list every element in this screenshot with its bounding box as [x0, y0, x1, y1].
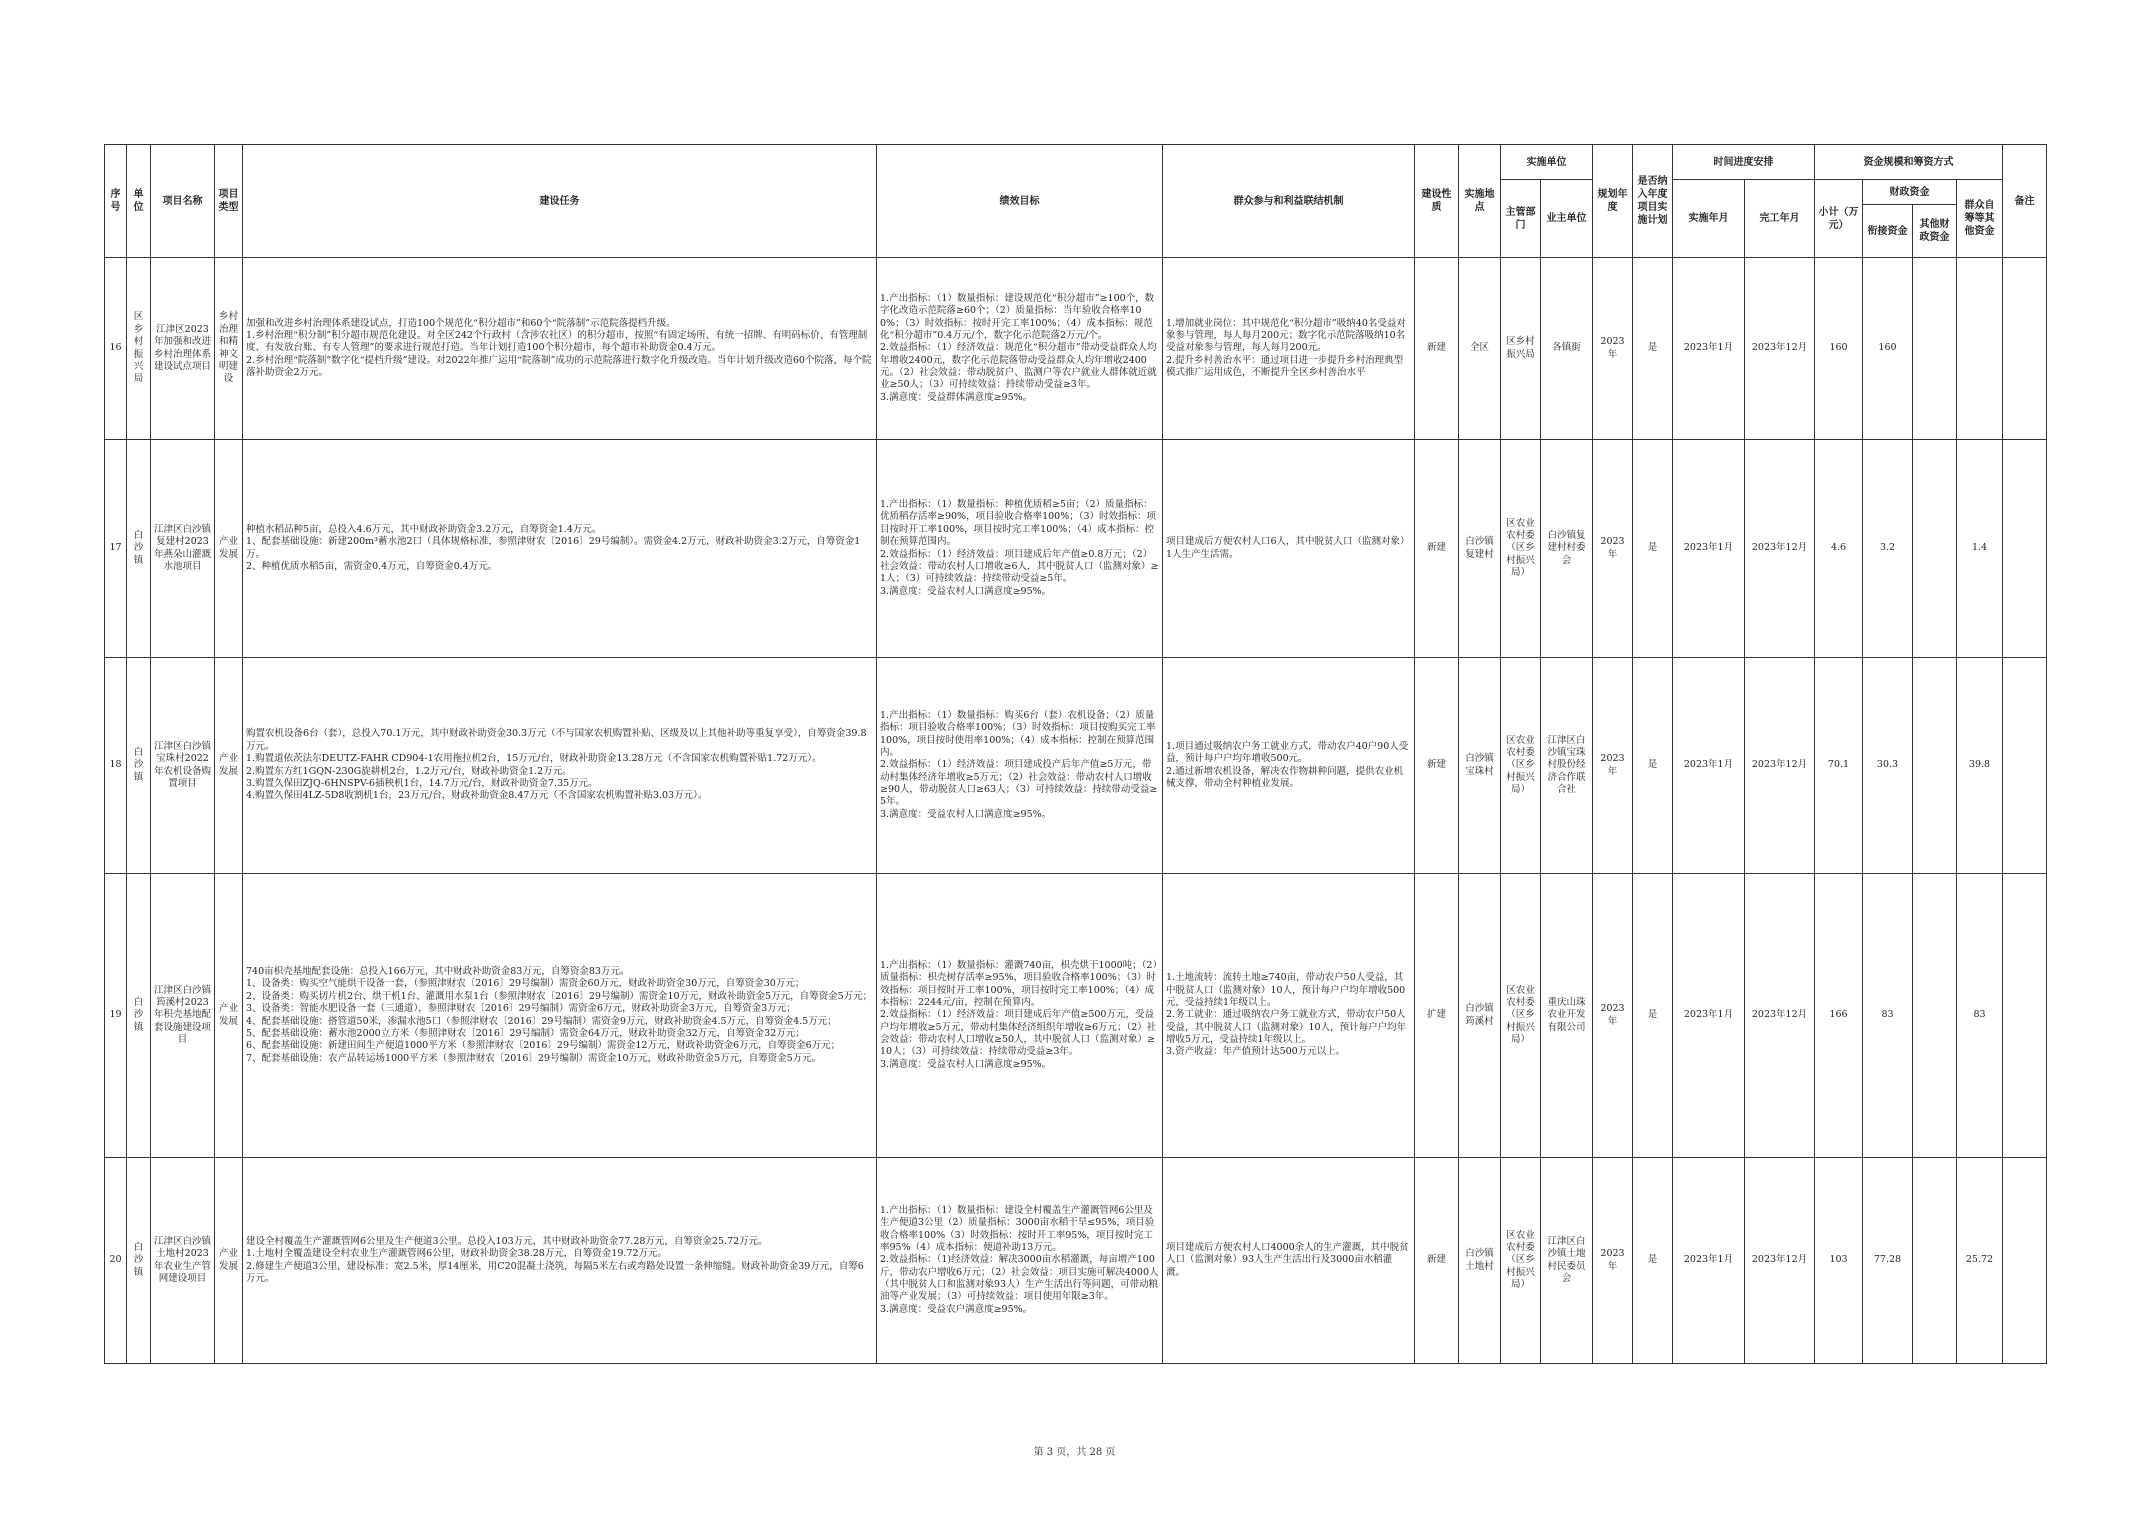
cell-nature: 新建 [1415, 658, 1459, 874]
cell-included: 是 [1633, 258, 1673, 440]
cell-direct: 83 [1863, 874, 1913, 1158]
cell-direct: 30.3 [1863, 658, 1913, 874]
cell-nature: 新建 [1415, 1158, 1459, 1364]
cell-seq: 16 [105, 258, 127, 440]
cell-performance-goal-line: 3.满意度：受益农村人口满意度≥95%。 [880, 808, 1052, 820]
cell-construction-task-line: 6、配套基础设施：新建田间生产便道1000平方米（参照津财农〔2016〕29号编制）需资金12万元，财政补助资金6万元，自筹资金6万元； [246, 1040, 841, 1052]
header-fiscal: 财政资金 [1863, 180, 1957, 205]
cell-end: 2023年12月 [1745, 258, 1815, 440]
cell-dept: 区农业农村委（区乡村振兴局） [1501, 1158, 1541, 1364]
cell-project-name: 江津区白沙镇筠溪村2023年积壳基地配套设施建设项目 [151, 874, 215, 1158]
cell-plan-year: 2023年 [1593, 874, 1633, 1158]
cell-direct: 160 [1863, 258, 1913, 440]
cell-plan-year: 2023年 [1593, 658, 1633, 874]
cell-subtotal: 4.6 [1815, 440, 1863, 658]
header-construction-task: 建设任务 [243, 145, 877, 258]
cell-performance-goal-line: 2.效益指标：（1）经济效益：项目建成投产后年产值≥5万元，带动村集体经济年增收≥5万元；（2）社会效益：带动农村人口增收≥90人，带动脱贫人口≥63人；（3）可持续效益：持续带动受益≥5年。 [880, 759, 1158, 808]
cell-included: 是 [1633, 1158, 1673, 1364]
cell-construction-task-line: 2.购置东方红1GQN-230G旋耕机2台，1.2万元/台，财政补助资金1.2万元。 [246, 765, 572, 777]
cell-construction-task-line: 1.购置道依茨法尔DEUTZ-FAHR CD904-1农用拖拉机2台，15万元/台，财政补助资金13.28万元（不含国家农机购置补贴1.72万元）。 [246, 753, 822, 765]
cell-mechanism [1163, 1158, 1415, 1364]
cell-performance-goal-line: 2.效益指标：（1）经济效益：项目建成后年产值≥0.8万元；（2）社会效益：带动农村人口增收≥6人，其中脱贫人口（监测对象）≥1人；（3）可持续效益：持续带动受益≥5年。 [880, 548, 1159, 585]
cell-mechanism [1163, 258, 1415, 440]
table-row [105, 440, 2047, 658]
cell-other-fiscal [1913, 258, 1957, 440]
cell-construction-task-line: 3、设备类：智能水肥设备一套（三通道），参照津财农〔2016〕29号编制）需资金6万元，财政补助资金3万元，自筹资金3万元； [246, 1003, 796, 1015]
cell-subtotal: 70.1 [1815, 658, 1863, 874]
table-row [105, 658, 2047, 874]
header-remark: 备注 [2003, 145, 2047, 258]
cell-dept: 区乡村振兴局 [1501, 258, 1541, 440]
cell-construction-task-line: 1、设备类：购买空气能烘干设备一套，（参照津财农〔2016〕29号编制）需资金60万元，财政补助资金30万元，自筹资金30万元； [246, 978, 805, 990]
cell-unit: 白沙镇 [127, 440, 151, 658]
cell-included: 是 [1633, 874, 1673, 1158]
cell-plan-year: 2023年 [1593, 258, 1633, 440]
header-schedule: 时间进度安排 [1673, 145, 1815, 180]
table-row [105, 874, 2047, 1158]
cell-remark [2003, 874, 2047, 1158]
cell-mechanism-line: 1.土地流转：流转土地≥740亩，带动农户50人受益，其中脱贫人口（监测对象）10人，预计每户户均年增收500元，受益持续1年级以上。 [1166, 972, 1406, 1008]
cell-mechanism-line: 2.提升乡村善治水平：通过项目进一步提升乡村治理典型模式推广运用成色，不断提升全区乡村善治水平 [1166, 354, 1404, 379]
cell-start: 2023年1月 [1673, 1158, 1745, 1364]
cell-performance-goal-line: 3.满意度：受益农村人口满意度≥95%。 [880, 1058, 1052, 1070]
cell-end: 2023年12月 [1745, 1158, 1815, 1364]
cell-project-type: 产业发展 [215, 874, 243, 1158]
header-other-fiscal: 其他财政资金 [1913, 205, 1957, 258]
cell-location: 白沙镇土地村 [1459, 1158, 1501, 1364]
header-self-raised: 群众自筹等其他资金 [1957, 180, 2003, 258]
cell-direct: 77.28 [1863, 1158, 1913, 1364]
cell-direct: 3.2 [1863, 440, 1913, 658]
cell-other-fiscal [1913, 658, 1957, 874]
cell-mechanism-line: 1.项目通过吸纳农户务工就业方式，带动农户40户90人受益，预计每户户均年增收500元。 [1166, 740, 1409, 765]
cell-construction-task [243, 658, 877, 874]
cell-project-type: 产业发展 [215, 440, 243, 658]
cell-project-type: 乡村治理和精神文明建设 [215, 258, 243, 440]
cell-plan-year: 2023年 [1593, 1158, 1633, 1364]
cell-dept: 区农业农村委（区乡村振兴局） [1501, 874, 1541, 1158]
cell-construction-task-line: 3.购置久保田ZJQ-6HNSPV-6插秧机1台，14.7万元/台，财政补助资金7.35万元。 [246, 777, 598, 789]
cell-construction-task-line: 2、种植优质水稻5亩，需资金0.4万元，自筹资金0.4万元。 [246, 560, 498, 572]
cell-self-raised [1957, 258, 2003, 440]
cell-dept: 区农业农村委（区乡村振兴局） [1501, 440, 1541, 658]
cell-construction-task-line: 4.购置久保田4LZ-5D8收割机1台，23万元/台，财政补助资金8.47万元（不含国家农机购置补贴3.03万元）。 [246, 790, 708, 802]
cell-start: 2023年1月 [1673, 874, 1745, 1158]
header-dept: 主管部门 [1501, 180, 1541, 258]
cell-other-fiscal [1913, 440, 1957, 658]
cell-remark [2003, 440, 2047, 658]
cell-mechanism-line: 2.通过新增农机设备，解决农作物耕种问题，提供农业机械支撑，带动全村种植业发展。 [1166, 765, 1404, 789]
header-owner: 业主单位 [1541, 180, 1593, 258]
cell-location: 全区 [1459, 258, 1501, 440]
header-start: 实施年月 [1673, 180, 1745, 258]
cell-construction-task-line: 建设全村覆盖生产灌溉管网6公里及生产便道3公里。总投入103万元，其中财政补助资金77.28万元，自筹资金25.72万元。 [246, 1235, 768, 1247]
cell-performance-goal [877, 658, 1163, 874]
header-nature: 建设性质 [1415, 145, 1459, 258]
cell-mechanism [1163, 658, 1415, 874]
cell-other-fiscal [1913, 874, 1957, 1158]
cell-construction-task-line: 2.修建生产便道3公里，建设标准：宽2.5米，厚14厘米，用C20混凝土浇筑，每隔5米左右或弯路处设置一条伸缩缝。财政补助资金39万元，自筹6万元。 [246, 1260, 864, 1284]
cell-performance-goal-line: 1.产出指标：（1）数量指标：灌溉740亩，枳壳烘干1000吨；（2）质量指标：枳壳树存活率≥95%，项目验收合格率100%；（3）时效指标：项目按时开工率100%，项目按时完工率100%；（4）成本指标：2244元/亩，控制在预算内。 [880, 959, 1158, 1008]
cell-project-name: 江津区白沙镇复建村2023年燕朵山灌溉水池项目 [151, 440, 215, 658]
cell-construction-task-line: 2、设备类：购买切片机2台、烘干机1台、灌溉用水泵1台（参照津财农〔2016〕29号编制）需资金10万元，财政补助资金5万元，自筹资金5万元； [246, 990, 873, 1002]
header-mechanism: 群众参与和利益联结机制 [1163, 145, 1415, 258]
cell-nature: 新建 [1415, 440, 1459, 658]
header-impl-unit: 实施单位 [1501, 145, 1593, 180]
cell-construction-task-line: 种植水稻品种5亩，总投入4.6万元，其中财政补助资金3.2万元，自筹资金1.4万元。 [246, 523, 602, 535]
cell-nature: 新建 [1415, 258, 1459, 440]
cell-performance-goal-line: 3.满意度：受益农户满意度≥95%。 [880, 1303, 1033, 1315]
cell-plan-year: 2023年 [1593, 440, 1633, 658]
cell-subtotal: 166 [1815, 874, 1863, 1158]
cell-performance-goal-line: 1.产出指标：（1）数量指标：建设规范化“积分超市”≥100个，数字化改造示范院落≥60个；（2）质量指标：当年验收合格率100%；（3）时效指标：按时开完工率100%；（4）成本指标：规范化“积分超市”0.4万元/个，数字化示范院落2万元/个。 [880, 292, 1155, 341]
cell-performance-goal-line: 2.效益指标：（1）经济效益：项目建成后年产值≥500万元，受益户均年增收≥5万元，带动村集体经济组织年增收≥6万元；（2）社会效益：带动农村人口增收≥50人，其中脱贫人口（监测对象）≥10人；（3）可持续效益：持续带动受益≥3年。 [880, 1009, 1157, 1058]
cell-construction-task [243, 1158, 877, 1364]
header-direct: 衔接资金 [1863, 205, 1913, 258]
cell-performance-goal-line: 1.产出指标：（1）数量指标：建设全村覆盖生产灌溉管网6公里及生产便道3公里（2）质量指标：3000亩水稻干旱≤95%，项目验收合格率100%（3）时效指标：按时开工率95%，项目按时完工率95%（4）成本指标：便道补助13万元。 [880, 1204, 1155, 1253]
cell-project-name: 江津区白沙镇土地村2023年农业生产管网建设项目 [151, 1158, 215, 1364]
cell-project-type: 产业发展 [215, 658, 243, 874]
page-footer: 第 3 页，共 28 页 [1033, 1447, 1116, 1458]
cell-performance-goal [877, 440, 1163, 658]
cell-construction-task-line: 购置农机设备6台（套），总投入70.1万元，其中财政补助资金30.3万元（不与国家农机购置补贴、区级及以上其他补助等重复享受），自筹资金39.8万元。 [246, 728, 867, 752]
header-project-name: 项目名称 [151, 145, 215, 258]
cell-project-name: 江津区2023年加强和改进乡村治理体系建设试点项目 [151, 258, 215, 440]
cell-owner: 江津区白沙镇土地村民委员会 [1541, 1158, 1593, 1364]
header-seq: 序号 [105, 145, 127, 258]
cell-performance-goal-line: 2.效益指标：（1）经济效益：规范化“积分超市”带动受益群众人均年增收2400元，数字化示范院落带动受益群众人均年增收2400元。（2）社会效益：带动脱贫户、监测户等农户就业人群体就近就业≥50人；（3）可持续效益：持续带动受益≥3年。 [880, 342, 1157, 391]
cell-included: 是 [1633, 658, 1673, 874]
cell-owner: 江津区白沙镇宝珠村股份经济合作联合社 [1541, 658, 1593, 874]
cell-included: 是 [1633, 440, 1673, 658]
table-row [105, 258, 2047, 440]
cell-performance-goal-line: 2.效益指标：（1)经济效益：解决3000亩水稻灌溉，每亩增产100斤，带动农户增收6万元；（2）社会效益：项目实施可解决4000人（其中脱贫人口和监测对象93人）生产生活出行等问题，可带动粮油等产业发展；（3）可持续效益：项目使用年限≥3年。 [880, 1254, 1159, 1303]
cell-mechanism-line: 1.增加就业岗位：其中规范化“积分超市”吸纳40名受益对象参与管理，每人每月200元；数字化示范院落吸纳10名受益对象参与管理，每人每月200元。 [1166, 317, 1406, 354]
cell-construction-task-line: 1.乡村治理“积分制”积分超市规范化建设。对全区242个行政村（含涉农社区）的积分超市，按照“有固定场所、有统一招牌、有明码标价、有管理制度、有发放台账、有专人管理”的要求进行规范打造。当年计划打造100个积分超市，每个超市补助资金0.4万元。 [246, 329, 868, 354]
cell-seq: 18 [105, 658, 127, 874]
header-project-type: 项目类型 [215, 145, 243, 258]
cell-project-name: 江津区白沙镇宝珠村2022年农机设备购置项目 [151, 658, 215, 874]
cell-performance-goal-line: 3.满意度：受益农村人口满意度≥95%。 [880, 585, 1052, 597]
cell-self-raised: 39.8 [1957, 658, 2003, 874]
cell-start: 2023年1月 [1673, 258, 1745, 440]
cell-subtotal: 160 [1815, 258, 1863, 440]
cell-location: 白沙镇复建村 [1459, 440, 1501, 658]
cell-mechanism [1163, 440, 1415, 658]
cell-performance-goal [877, 874, 1163, 1158]
cell-construction-task-line: 740亩枳壳基地配套设施：总投入166万元，其中财政补助资金83万元，自筹资金83万元。 [246, 966, 630, 978]
cell-other-fiscal [1913, 1158, 1957, 1364]
cell-unit: 区乡村振兴局 [127, 258, 151, 440]
cell-end: 2023年12月 [1745, 874, 1815, 1158]
cell-construction-task [243, 258, 877, 440]
header-location: 实施地点 [1459, 145, 1501, 258]
cell-remark [2003, 658, 2047, 874]
cell-end: 2023年12月 [1745, 440, 1815, 658]
cell-remark [2003, 1158, 2047, 1364]
cell-mechanism-line: 3.资产收益：年产值预计达500万元以上。 [1166, 1046, 1346, 1058]
cell-start: 2023年1月 [1673, 440, 1745, 658]
header-included: 是否纳入年度项目实施计划 [1633, 145, 1673, 258]
cell-performance-goal-line: 1.产出指标：（1）数量指标：购买6台（套）农机设备；（2）质量指标：项目验收合格率100%；（3）时效指标：项目按购买完工率100%，项目按时使用率100%；（4）成本指标：控制在预算范围内。 [880, 709, 1156, 758]
header-subtotal: 小计（万元） [1815, 180, 1863, 258]
cell-construction-task-line: 4、配套基础设施：搭管道50米，渗漏水池5口（参照津财农〔2016〕29号编制）需资金9万元，财政补助资金4.5万元，自筹资金4.5万元； [246, 1015, 837, 1027]
cell-construction-task [243, 440, 877, 658]
cell-construction-task-line: 1.土地村全覆盖建设全村农业生产灌溉管网6公里，财政补助资金38.28万元，自筹资金19.72万元。 [246, 1248, 668, 1260]
cell-seq: 20 [105, 1158, 127, 1364]
cell-dept: 区农业农村委（区乡村振兴局） [1501, 658, 1541, 874]
cell-self-raised: 25.72 [1957, 1158, 2003, 1364]
cell-unit: 白沙镇 [127, 1158, 151, 1364]
cell-mechanism-line: 项目建成后方便农村人口4000余人的生产灌溉，其中脱贫人口（监测对象）93人生产生活出行及3000亩水稻灌溉。 [1166, 1241, 1409, 1278]
cell-start: 2023年1月 [1673, 658, 1745, 874]
cell-owner: 重庆山珠农业开发有限公司 [1541, 874, 1593, 1158]
cell-owner: 各镇街 [1541, 258, 1593, 440]
cell-mechanism [1163, 874, 1415, 1158]
cell-nature: 扩建 [1415, 874, 1459, 1158]
cell-self-raised: 83 [1957, 874, 2003, 1158]
header-unit: 单位 [127, 145, 151, 258]
cell-construction-task-line: 7、配套基础设施：农产品转运场1000平方米（参照津财农〔2016〕29号编制）需资金10万元，财政补助资金5万元，自筹资金5万元。 [246, 1052, 822, 1064]
cell-end: 2023年12月 [1745, 658, 1815, 874]
cell-location: 白沙镇宝珠村 [1459, 658, 1501, 874]
header-performance-goal: 绩效目标 [877, 145, 1163, 258]
cell-self-raised: 1.4 [1957, 440, 2003, 658]
cell-location: 白沙镇筠溪村 [1459, 874, 1501, 1158]
cell-performance-goal-line: 1.产出指标：（1）数量指标：种植优质稻≥5亩；（2）质量指标：优质稻存活率≥90%，项目验收合格率100%；（3）时效指标：项目按时开工率100%，项目按时完工率100%；（4）成本指标：控制在预算范围内。 [880, 499, 1157, 548]
cell-mechanism-line: 2.务工就业：通过吸纳农户务工就业方式，带动农户50人受益，其中脱贫人口（监测对象）10人，预计每户户均年增收5万元，受益持续1年级以上。 [1166, 1009, 1407, 1046]
cell-project-type: 产业发展 [215, 1158, 243, 1364]
cell-unit: 白沙镇 [127, 874, 151, 1158]
cell-construction-task-line: 5、配套基础设施：蓄水池2000立方米（参照津财农〔2016〕29号编制）需资金64万元，财政补助资金32万元，自筹资金32万元； [246, 1027, 805, 1039]
header-funding: 资金规模和筹资方式 [1815, 145, 2003, 180]
cell-subtotal: 103 [1815, 1158, 1863, 1364]
table-row [105, 1158, 2047, 1364]
cell-seq: 17 [105, 440, 127, 658]
cell-unit: 白沙镇 [127, 658, 151, 874]
cell-construction-task-line: 加强和改进乡村治理体系建设试点，打造100个规范化“积分超市”和60个“院落制”示范院落提档升级。 [246, 317, 676, 329]
header-end: 完工年月 [1745, 180, 1815, 258]
cell-construction-task [243, 874, 877, 1158]
cell-owner: 白沙镇复建村村委会 [1541, 440, 1593, 658]
project-table [104, 144, 2047, 1364]
cell-construction-task-line: 1、配套基础设施：新建200m³蓄水池2口（具体规格标准，参照津财农〔2016〕29号编制）。需资金4.2万元，财政补助资金3.2万元，自筹资金1万。 [246, 536, 861, 560]
cell-remark [2003, 258, 2047, 440]
cell-mechanism-line: 项目建成后方便农村人口6人，其中脱贫人口（监测对象）1人生产生活需。 [1166, 536, 1410, 560]
cell-performance-goal-line: 3.满意度：受益群体满意度≥95%。 [880, 391, 1033, 403]
cell-seq: 19 [105, 874, 127, 1158]
cell-construction-task-line: 2.乡村治理“院落制”数字化“提档升级”建设。对2022年推广运用“院落制”成功的示范院落进行数字化升级改造。当年计划升级改造60个院落，每个院落补助资金2万元。 [246, 354, 872, 379]
cell-performance-goal [877, 1158, 1163, 1364]
cell-performance-goal [877, 258, 1163, 440]
header-plan-year: 规划年度 [1593, 145, 1633, 258]
